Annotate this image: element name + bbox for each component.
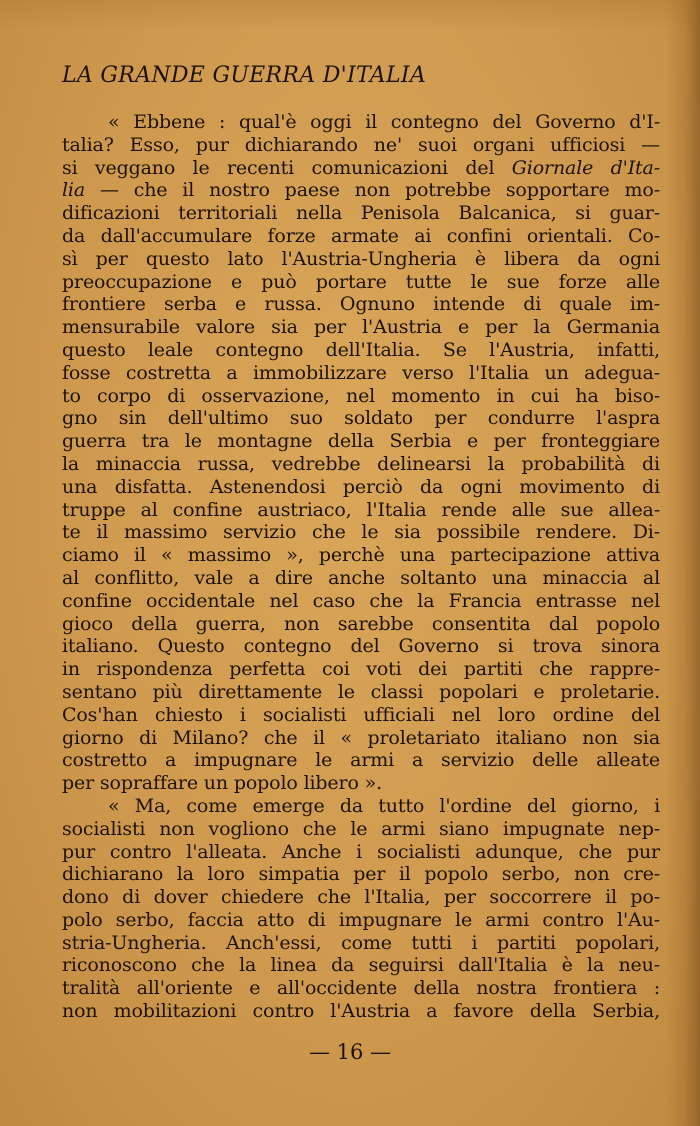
- text-line: dono di dover chiedere che l'Italia, per soccorrere il po-: [62, 886, 660, 909]
- text-line: truppe al confine austriaco, l'Italia rende alle sue allea-: [62, 498, 660, 521]
- text-line: gioco della guerra, non sarebbe consentita dal popolo: [62, 612, 660, 635]
- text-line: italiano. Questo contegno del Governo si trova sinora: [62, 635, 660, 658]
- page-edge-shadow: [666, 0, 700, 1126]
- text-line: to corpo di osservazione, nel momento in cui ha biso-: [62, 384, 660, 407]
- text-line: tralità all'oriente e all'occidente della nostra frontiera :: [62, 977, 660, 1000]
- text-line: giorno di Milano? che il « proletariato italiano non sia: [62, 726, 660, 749]
- text-line: Cos'han chiesto i socialisti ufficiali nel loro ordine del: [62, 703, 660, 726]
- text-line: al conflitto, vale a dire anche soltanto una minaccia al: [62, 566, 660, 589]
- body-text: [62, 111, 660, 1023]
- text-line: la minaccia russa, vedrebbe delinearsi la probabilità di: [62, 452, 660, 475]
- text-line: mensurabile valore sia per l'Austria e per la Germania: [62, 316, 660, 339]
- text-line: « Ebbene : qual'è oggi il contegno del Governo d'I-: [108, 111, 660, 133]
- text-line: te il massimo servizio che le sia possibile rendere. Di-: [62, 521, 660, 544]
- text-line: ciamo il « massimo », perchè una partecipazione attiva: [62, 544, 660, 567]
- text-line: per sopraffare un popolo libero ».: [62, 772, 383, 795]
- text-line: si veggano le recenti comunicazioni del Giornale d'Ita-: [62, 156, 660, 179]
- text-line: frontiere serba e russa. Ognuno intende di quale im-: [62, 293, 660, 316]
- text-line: dichiarano la loro simpatia per il popolo serbo, non cre-: [62, 863, 660, 886]
- text-line: lia — che il nostro paese non potrebbe sopportare mo-: [62, 179, 660, 202]
- text-line: « Ma, come emerge da tutto l'ordine del giorno, i: [108, 794, 660, 817]
- text-line: pur contro l'alleata. Anche i socialisti adunque, che pur: [62, 840, 660, 863]
- text-line: polo serbo, faccia atto di impugnare le armi contro l'Au-: [62, 908, 660, 931]
- text-line: una disfatta. Astenendosi perciò da ogni movimento di: [62, 475, 660, 498]
- text-line: confine occidentale nel caso che la Francia entrasse nel: [62, 589, 660, 612]
- text-line: fosse costretta a immobilizzare verso l'Italia un adegua-: [62, 361, 660, 384]
- text-line: dificazioni territoriali nella Penisola Balcanica, si guar-: [62, 202, 660, 225]
- text-line: in rispondenza perfetta coi voti dei partiti che rappre-: [62, 658, 660, 681]
- text-line: guerra tra le montagne della Serbia e per fronteggiare: [62, 430, 660, 453]
- text-line: sì per questo lato l'Austria-Ungheria è libera da ogni: [62, 247, 660, 270]
- page-number: — 16 —: [308, 1040, 392, 1064]
- text-line: costretto a impugnare le armi a servizio delle alleate: [62, 749, 660, 772]
- text-line: sentano più direttamente le classi popolari e proletarie.: [62, 680, 660, 703]
- text-line: gno sin dell'ultimo suo soldato per condurre l'aspra: [62, 407, 660, 430]
- text-line: preoccupazione e può portare tutte le sue forze alle: [62, 270, 660, 293]
- running-head: LA GRANDE GUERRA D'ITALIA: [62, 63, 427, 88]
- text-line: riconoscono che la linea da seguirsi dall'Italia è la neu-: [62, 954, 660, 977]
- text-line: socialisti non vogliono che le armi siano impugnate nep-: [62, 817, 660, 840]
- text-line: stria-Ungheria. Anch'essi, come tutti i partiti popolari,: [62, 931, 660, 954]
- page-top-shadow: [0, 0, 700, 30]
- text-line: non mobilitazioni contro l'Austria a favore della Serbia,: [62, 1000, 660, 1023]
- text-line: questo leale contegno dell'Italia. Se l'Austria, infatti,: [62, 338, 660, 361]
- text-line: talia? Esso, pur dichiarando ne' suoi organi ufficiosi —: [62, 133, 660, 156]
- text-line: da dall'accumulare forze armate ai confini orientali. Co-: [62, 224, 660, 247]
